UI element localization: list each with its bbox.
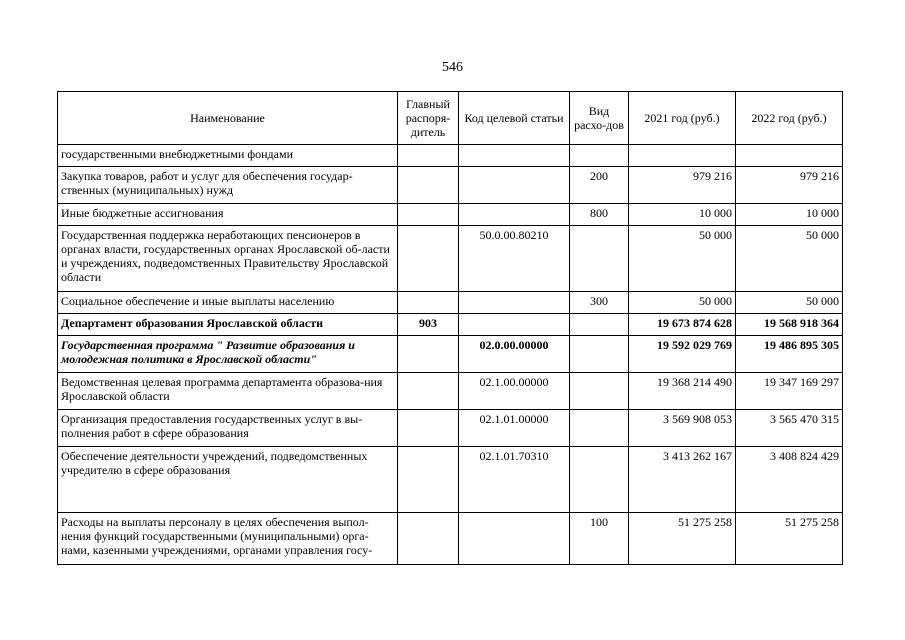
cell-code: 50.0.00.80210: [459, 226, 570, 292]
cell-type: 300: [570, 292, 629, 314]
table-row: [58, 513, 843, 565]
cell-type: [570, 145, 629, 167]
table-row: [58, 145, 843, 167]
cell-name: государственными внебюджетными фондами: [58, 145, 398, 167]
cell-name: Закупка товаров, работ и услуг для обеспечения государ-ственных (муниципальных) нужд: [58, 167, 398, 204]
cell-type: [570, 447, 629, 513]
cell-manager: [398, 336, 459, 373]
cell-2022: 19 568 918 364: [736, 314, 843, 336]
cell-code: 02.1.00.00000: [459, 373, 570, 410]
table-row: [58, 314, 843, 336]
cell-2021: 50 000: [629, 226, 736, 292]
cell-manager: [398, 167, 459, 204]
cell-type: [570, 226, 629, 292]
cell-name: Социальное обеспечение и иные выплаты населению: [58, 292, 398, 314]
cell-type: [570, 336, 629, 373]
table-row: [58, 204, 843, 226]
cell-code: 02.1.01.00000: [459, 410, 570, 447]
header-name: Наименование: [58, 92, 398, 145]
header-expense-type: Вид расхо-дов: [570, 92, 629, 145]
page-number: 546: [442, 60, 463, 75]
header-target-code: Код целевой статьи: [459, 92, 570, 145]
table-row: [58, 447, 843, 513]
cell-code: [459, 167, 570, 204]
header-manager: Главный распоря-дитель: [398, 92, 459, 145]
cell-name: Ведомственная целевая программа департамента образова-ния Ярославской области: [58, 373, 398, 410]
cell-name: Государственная поддержка неработающих пенсионеров в органах власти, государственных органах Ярославской об-ласти и учреждениях, подведомственных Правительству Ярославской области: [58, 226, 398, 292]
cell-2021: 50 000: [629, 292, 736, 314]
cell-manager: [398, 513, 459, 565]
cell-name: Государственная программа " Развитие образования и молодежная политика в Ярославской области": [58, 336, 398, 373]
cell-code: [459, 513, 570, 565]
cell-2021: 19 673 874 628: [629, 314, 736, 336]
table-row: [58, 167, 843, 204]
cell-2021: 51 275 258: [629, 513, 736, 565]
cell-type: [570, 373, 629, 410]
cell-type: [570, 410, 629, 447]
cell-name: Иные бюджетные ассигнования: [58, 204, 398, 226]
cell-code: [459, 314, 570, 336]
cell-2022: 19 486 895 305: [736, 336, 843, 373]
cell-2022: 3 565 470 315: [736, 410, 843, 447]
cell-name: Департамент образования Ярославской области: [58, 314, 398, 336]
cell-manager: [398, 226, 459, 292]
cell-code: 02.0.00.00000: [459, 336, 570, 373]
cell-manager: [398, 292, 459, 314]
cell-type: [570, 314, 629, 336]
cell-type: 200: [570, 167, 629, 204]
table-row: [58, 373, 843, 410]
cell-2022: 3 408 824 429: [736, 447, 843, 513]
cell-name: Организация предоставления государственных услуг в вы-полнения работ в сфере образования: [58, 410, 398, 447]
table-row: [58, 336, 843, 373]
cell-code: [459, 145, 570, 167]
cell-manager: [398, 373, 459, 410]
budget-table: [57, 91, 843, 565]
cell-code: 02.1.01.70310: [459, 447, 570, 513]
table-row: [58, 410, 843, 447]
cell-2022: 51 275 258: [736, 513, 843, 565]
cell-manager: [398, 145, 459, 167]
cell-2021: 19 368 214 490: [629, 373, 736, 410]
cell-name: Обеспечение деятельности учреждений, подведомственных учредителю в сфере образования: [58, 447, 398, 513]
cell-2022: 50 000: [736, 226, 843, 292]
cell-2022: 50 000: [736, 292, 843, 314]
cell-name: Расходы на выплаты персоналу в целях обеспечения выпол-нения функций государственными (муниципальными) орга-нами, казенными учреждениями, органами управления госу-: [58, 513, 398, 565]
cell-manager: [398, 410, 459, 447]
cell-2021: 19 592 029 769: [629, 336, 736, 373]
cell-code: [459, 204, 570, 226]
header-year-2021: 2021 год (руб.): [629, 92, 736, 145]
cell-2022: 19 347 169 297: [736, 373, 843, 410]
cell-2021: 3 413 262 167: [629, 447, 736, 513]
cell-manager: 903: [398, 314, 459, 336]
cell-manager: [398, 204, 459, 226]
cell-type: 800: [570, 204, 629, 226]
cell-2022: [736, 145, 843, 167]
table-header-row: [58, 92, 843, 145]
table-row: [58, 226, 843, 292]
cell-2022: 10 000: [736, 204, 843, 226]
cell-2022: 979 216: [736, 167, 843, 204]
table-row: [58, 292, 843, 314]
cell-manager: [398, 447, 459, 513]
cell-2021: [629, 145, 736, 167]
cell-code: [459, 292, 570, 314]
cell-2021: 10 000: [629, 204, 736, 226]
header-year-2022: 2022 год (руб.): [736, 92, 843, 145]
cell-type: 100: [570, 513, 629, 565]
cell-2021: 3 569 908 053: [629, 410, 736, 447]
cell-2021: 979 216: [629, 167, 736, 204]
